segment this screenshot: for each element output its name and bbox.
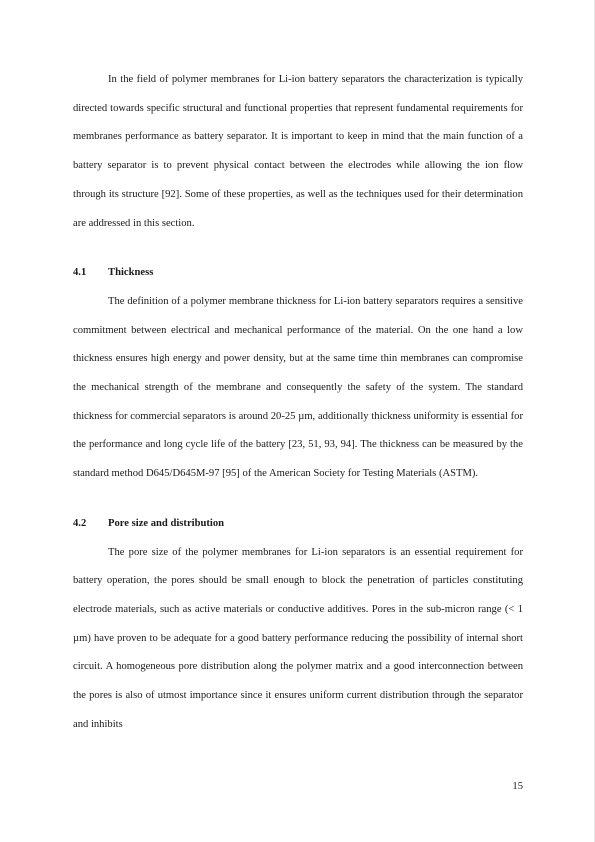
section-number: 4.1 <box>73 267 87 279</box>
pore-size-paragraph: The pore size of the polymer membranes for Li-ion separators is an essential requirement for battery operation, the pores should be small enough to block the penetration of particles constituting electrode materials, such as active materials or conductive additives. Pores in the sub-micron range (< 1 µm) have proven to be adequate for a good battery performance reducing the possibility of internal short circuit. A homogeneous pore distribution along the polymer matrix and a good interconnection between the pores is also of utmost importance since it ensures uniform current distribution through the separator and inhibits <box>73 546 523 730</box>
section-title: Pore size and distribution <box>108 517 225 529</box>
section-heading-pore-size <box>73 510 523 539</box>
section-number: 4.2 <box>73 517 87 529</box>
page-number: 15 <box>512 781 523 792</box>
thickness-paragraph: The definition of a polymer membrane thickness for Li-ion battery separators requires a sensitive commitment between electrical and mechanical performance of the material. On the one hand a low thickness ensures high energy and power density, but at the same time thin membranes can compromise the mechanical strength of the membrane and consequently the safety of the system. The standard thickness for commercial separators is around 20-25 µm, additionally thickness uniformity is essential for the performance and long cycle life of the battery [23, 51, 93, 94]. The thickness can be measured by the standard method D645/D645M-97 [95] of the American Society for Testing Materials (ASTM). <box>73 295 523 480</box>
page-body <box>73 66 523 739</box>
section-heading-thickness <box>73 259 523 288</box>
section-title: Thickness <box>108 267 154 279</box>
intro-paragraph: In the field of polymer membranes for Li-ion battery separators the characterization is typically directed towards specific structural and functional properties that represent fundamental requirements for membranes performance as battery separator. It is important to keep in mind that the main function of a battery separator is to prevent physical contact between the electrodes while allowing the ion flow through its structure [92]. Some of these properties, as well as the techniques used for their determination are addressed in this section. <box>73 74 523 229</box>
